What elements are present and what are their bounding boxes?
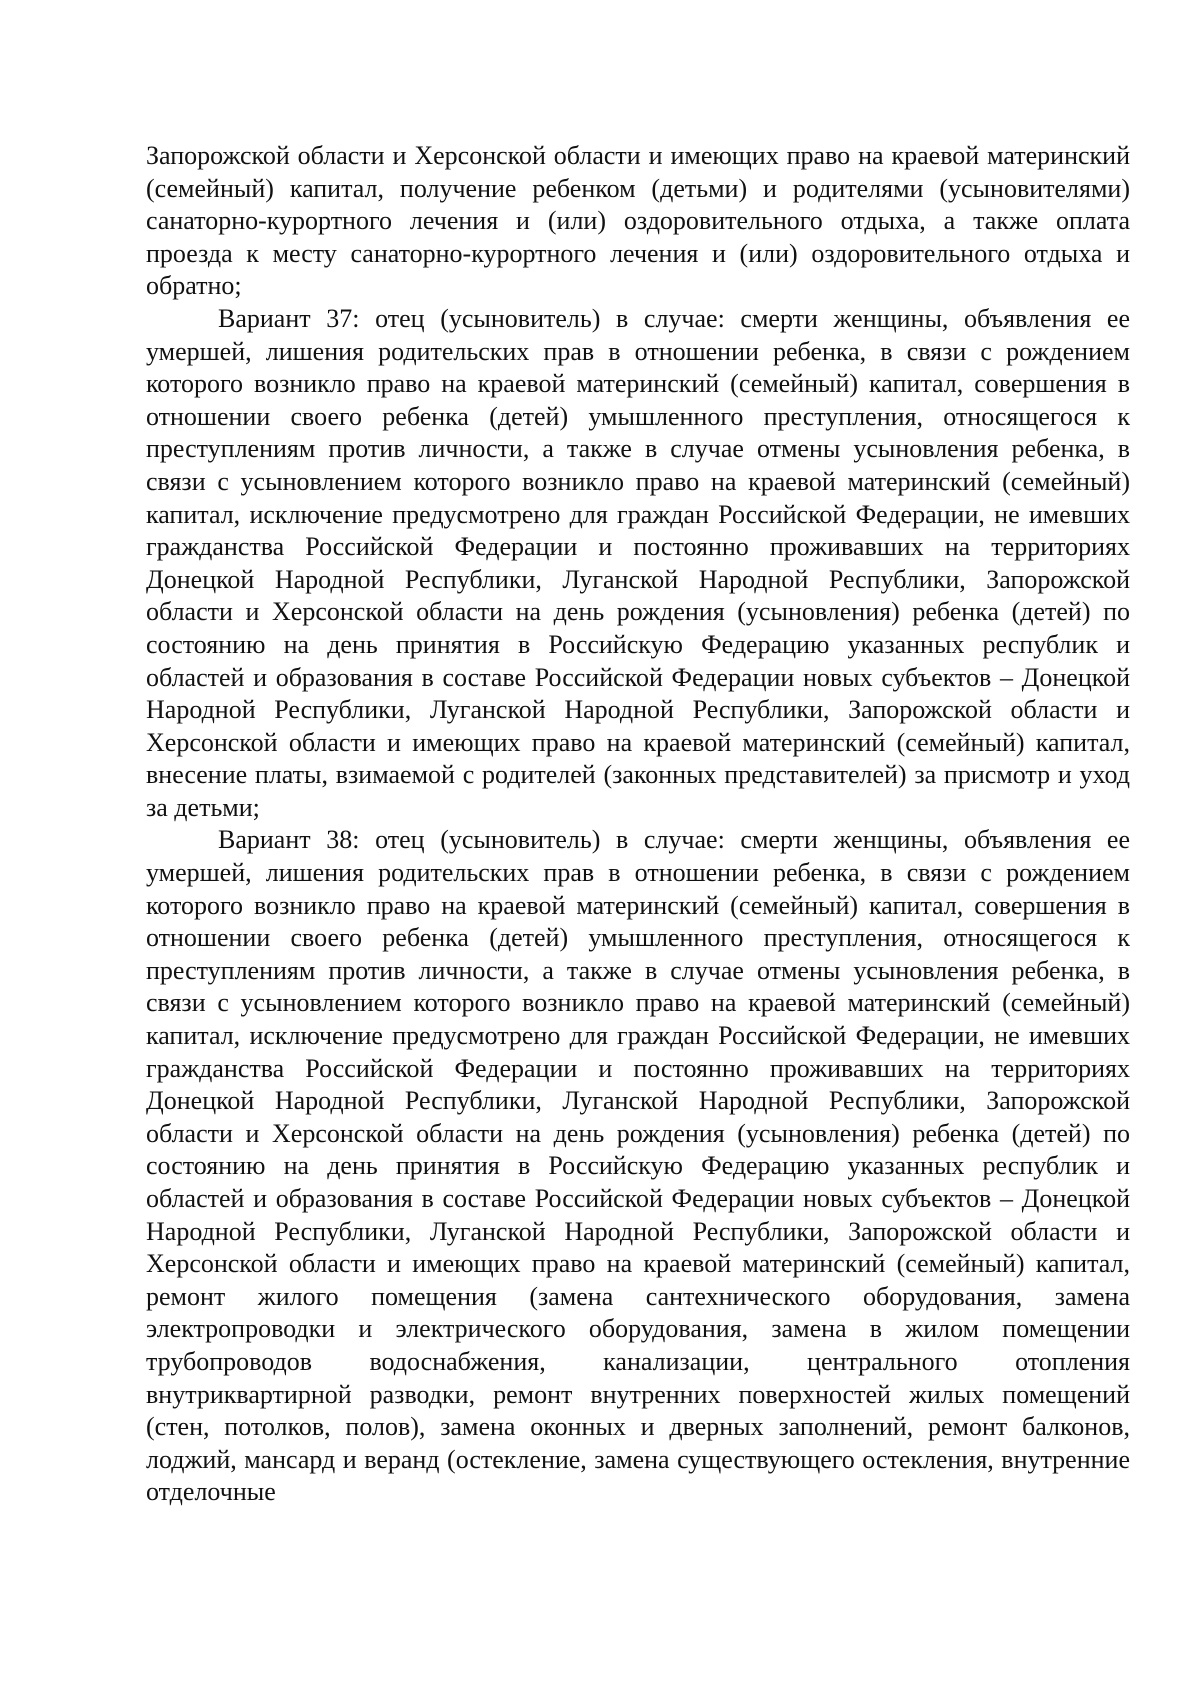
paragraph-variant-37: Вариант 37: отец (усыновитель) в случае: смерти женщины, объявления ее умершей, лишения родительских прав в отношении ребенка, в связи с рождением которого возникло право на краевой материнский (семейный) капитал, совершения в отношении своего ребенка (детей) умышленного преступления, относящегося к преступлениям против личности, а также в случае отмены усыновления ребенка, в связи с усыновлением которого возникло право на краевой материнский (семейный) капитал, исключение предусмотрено для граждан Российской Федерации, не имевших гражданства Российской Федерации и постоянно проживавших на территориях Донецкой Народной Республики, Луганской Народной Республики, Запорожской области и Херсонской области на день рождения (усыновления) ребенка (детей) по состоянию на день принятия в Российскую Федерацию указанных республик и областей и образования в составе Российской Федерации новых субъектов – Донецкой Народной Республики, Луганской Народной Республики, Запорожской области и Херсонской области и имеющих право на краевой материнский (семейный) капитал, внесение платы, взимаемой с родителей (законных представителей) за присмотр и уход за детьми; [146,303,1130,822]
document-body [146,140,1130,1509]
paragraph-variant-38: Вариант 38: отец (усыновитель) в случае: смерти женщины, объявления ее умершей, лишения родительских прав в отношении ребенка, в связи с рождением которого возникло право на краевой материнский (семейный) капитал, совершения в отношении своего ребенка (детей) умышленного преступления, относящегося к преступлениям против личности, а также в случае отмены усыновления ребенка, в связи с усыновлением которого возникло право на краевой материнский (семейный) капитал, исключение предусмотрено для граждан Российской Федерации, не имевших гражданства Российской Федерации и постоянно проживавших на территориях Донецкой Народной Республики, Луганской Народной Республики, Запорожской области и Херсонской области на день рождения (усыновления) ребенка (детей) по состоянию на день принятия в Российскую Федерацию указанных республик и областей и образования в составе Российской Федерации новых субъектов – Донецкой Народной Республики, Луганской Народной Республики, Запорожской области и Херсонской области и имеющих право на краевой материнский (семейный) капитал, ремонт жилого помещения (замена сантехнического оборудования, замена электропроводки и электрического оборудования, замена в жилом помещении трубопроводов водоснабжения, канализации, центрального отопления внутриквартирной разводки, ремонт внутренних поверхностей жилых помещений (стен, потолков, полов), замена оконных и дверных заполнений, ремонт балконов, лоджий, мансард и веранд (остекление, замена существующего остекления, внутренние отделочные [146,825,1130,1507]
paragraph-continuation: Запорожской области и Херсонской области и имеющих право на краевой материнский (семейный) капитал, получение ребенком (детьми) и родителями (усыновителями) санаторно-курортного лечения и (или) оздоровительного отдыха, а также оплата проезда к месту санаторно-курортного лечения и (или) оздоровительного отдыха и обратно; [146,141,1130,301]
